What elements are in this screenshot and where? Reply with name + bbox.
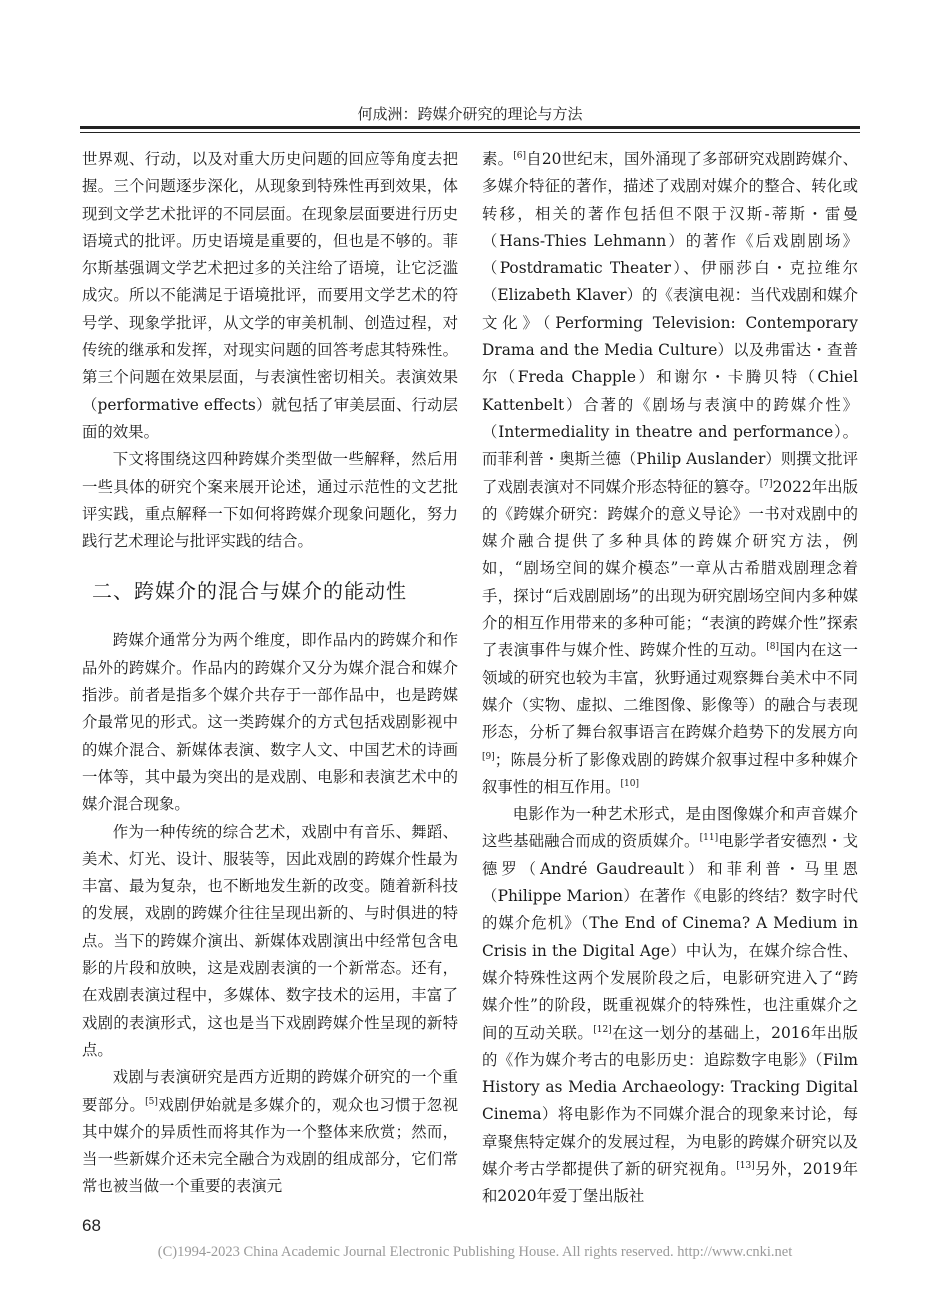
paragraph: 作为一种传统的综合艺术，戏剧中有音乐、舞蹈、美术、灯光、设计、服装等，因此戏剧的跨媒介性最为丰富、最为复杂，也不断地发生新的改变。随着新科技的发展，戏剧的跨媒介往往呈现出新的、与时俱进的特点。当下的跨媒介演出、新媒体戏剧演出中经常包含电影的片段和放映，这是戏剧表演的一个新常态。还有，在戏剧表演过程中，多媒体、数字技术的运用，丰富了戏剧的表演形式，这也是当下戏剧跨媒介性呈现的新特点。 bbox=[82, 822, 458, 1059]
text-run: 国内在这一领域的研究也较为丰富，狄野通过观察舞台美术中不同媒介（实物、虚拟、二维图像、影像等）的融合与表现形态，分析了舞台叙事语言在跨媒介趋势下的发展方向 bbox=[482, 641, 858, 742]
text-run: 戏剧伊始就是多媒介的，观众也习惯于忽视其中媒介的异质性而将其作为一个整体来欣赏；然而，当一些新媒介还未完全融合为戏剧的组成部分，它们常常也被当做一个重要的表演元 bbox=[82, 1095, 458, 1196]
citation-ref: [12] bbox=[593, 1024, 612, 1035]
paragraph: 下文将围绕这四种跨媒介类型做一些解释，然后用一些具体的研究个案来展开论述，通过示范性的文艺批评实践，重点解释一下如何将跨媒介现象问题化，努力践行艺术理论与批评实践的结合。 bbox=[82, 450, 458, 551]
running-header: 何成洲：跨媒介研究的理论与方法 bbox=[357, 105, 583, 123]
header-rule-thick bbox=[80, 126, 860, 129]
text-run: 另外，2019年和2020年爱丁堡出版社 bbox=[482, 1159, 858, 1206]
paragraph: 跨媒介通常分为两个维度，即作品内的跨媒介和作品外的跨媒介。作品内的跨媒介又分为媒介混合和媒介指涉。前者是指多个媒介共存于一部作品中，也是跨媒介最常见的形式。这一类跨媒介的方式包括戏剧影视中的媒介混合、新媒体表演、数字人文、中国艺术的诗画一体等，其中最为突出的是戏剧、电影和表演艺术中的媒介混合现象。 bbox=[82, 631, 458, 814]
text-run: 自20世纪末，国外涌现了多部研究戏剧跨媒介、多媒介特征的著作，描述了戏剧对媒介的整合、转化或转移，相关的著作包括但不限于汉斯-蒂斯・雷曼（Hans-Thies Lehmann）的著作《后戏剧剧场》（Postdramatic Theater）、伊丽莎白・克拉维尔（Elizabeth Klaver）的《表演电视：当代戏剧和媒介文化》（Performing Television: Contemporary Drama and the Media Culture）以及弗雷达・查普尔（Freda Chapple）和谢尔・卡腾贝特（Chiel Kattenbelt）合著的《剧场与表演中的跨媒介性》（Intermediality in theatre and performance）。而菲利普・奥斯兰德（Philip Auslander）则撰文批评了戏剧表演对不同媒介形态特征的篡夺。 bbox=[482, 150, 858, 496]
paragraph bbox=[482, 146, 858, 801]
text-run: 电影学者安德烈・戈德罗（André Gaudreault）和菲利普・马里恩（Philippe Marion）在著作《电影的终结？数字时代的媒介危机》（The End of Cinema? A Medium in Crisis in the Digital Age）中认为，在媒介综合性、媒介特殊性这两个发展阶段之后，电影研究进入了“跨媒介性”的阶段，既重视媒介的特殊性，也注重媒介之间的互动关联。 bbox=[482, 832, 858, 1042]
citation-ref: [5] bbox=[145, 1096, 158, 1107]
text-run: ；陈晨分析了影像戏剧的跨媒介叙事过程中多种媒介叙事性的相互作用。 bbox=[482, 750, 858, 796]
citation-ref: [6] bbox=[513, 150, 526, 161]
text-run: 在这一划分的基础上，2016年出版的《作为媒介考古的电影历史：追踪数字电影》（Film History as Media Archaeology: Tracking Digital Cinema）将电影作为不同媒介混合的现象来讨论，每章聚焦特定媒介的发展过程，为电影的跨媒介研究以及媒介考古学都提供了新的研究视角。 bbox=[482, 1023, 858, 1178]
text-run: 戏剧与表演研究是西方近期的跨媒介研究的一个重要部分。 bbox=[82, 1068, 458, 1114]
citation-ref: [11] bbox=[699, 833, 719, 844]
citation-ref: [13] bbox=[736, 1160, 755, 1171]
paragraph: 世界观、行动，以及对重大历史问题的回应等角度去把握。三个问题逐步深化，从现象到特殊性再到效果，体现到文学艺术批评的不同层面。在现象层面要进行历史语境式的批评。历史语境是重要的，但也是不够的。菲尔斯基强调文学艺术把过多的关注给了语境，让它泛滥成灾。所以不能满足于语境批评，而要用文学艺术的符号学、现象学批评，从文学的审美机制、创造过程，对传统的继承和发挥，对现实问题的回答考虑其特殊性。第三个问题在效果层面，与表演性密切相关。表演效果（performative effects）就包括了审美层面、行动层面的效果。 bbox=[82, 150, 458, 441]
text-run: 电影作为一种艺术形式，是由图像媒介和声音媒介这些基础融合而成的资质媒介。 bbox=[482, 805, 858, 851]
page-number: 68 bbox=[82, 1216, 101, 1235]
text-run: 2022年出版的《跨媒介研究：跨媒介的意义导论》一书对戏剧中的媒介融合提供了多种具体的跨媒介研究方法，例如，“剧场空间的媒介模态”一章从古希腊戏剧理念着手，探讨“后戏剧剧场”的出现为研究剧场空间内多种媒介的相互作用带来的多种可能；“表演的跨媒介性”探索了表演事件与媒介性、跨媒介性的互动。 bbox=[482, 477, 858, 660]
copyright-watermark: (C)1994-2023 China Academic Journal Electronic Publishing House. All rights reserved. http://www.cnki.net bbox=[157, 1244, 793, 1260]
paragraph bbox=[482, 801, 858, 1210]
citation-ref: [10] bbox=[620, 778, 640, 789]
citation-ref: [8] bbox=[766, 642, 780, 653]
left-column bbox=[82, 146, 458, 1201]
right-column bbox=[482, 146, 858, 1211]
paragraph bbox=[82, 1064, 458, 1200]
section-heading: 二、跨媒介的混合与媒介的能动性 bbox=[92, 579, 407, 604]
header-rule-thin bbox=[80, 132, 860, 133]
citation-ref: [7] bbox=[759, 478, 773, 489]
citation-ref: [9] bbox=[482, 751, 495, 762]
text-run: 素。 bbox=[482, 150, 514, 168]
